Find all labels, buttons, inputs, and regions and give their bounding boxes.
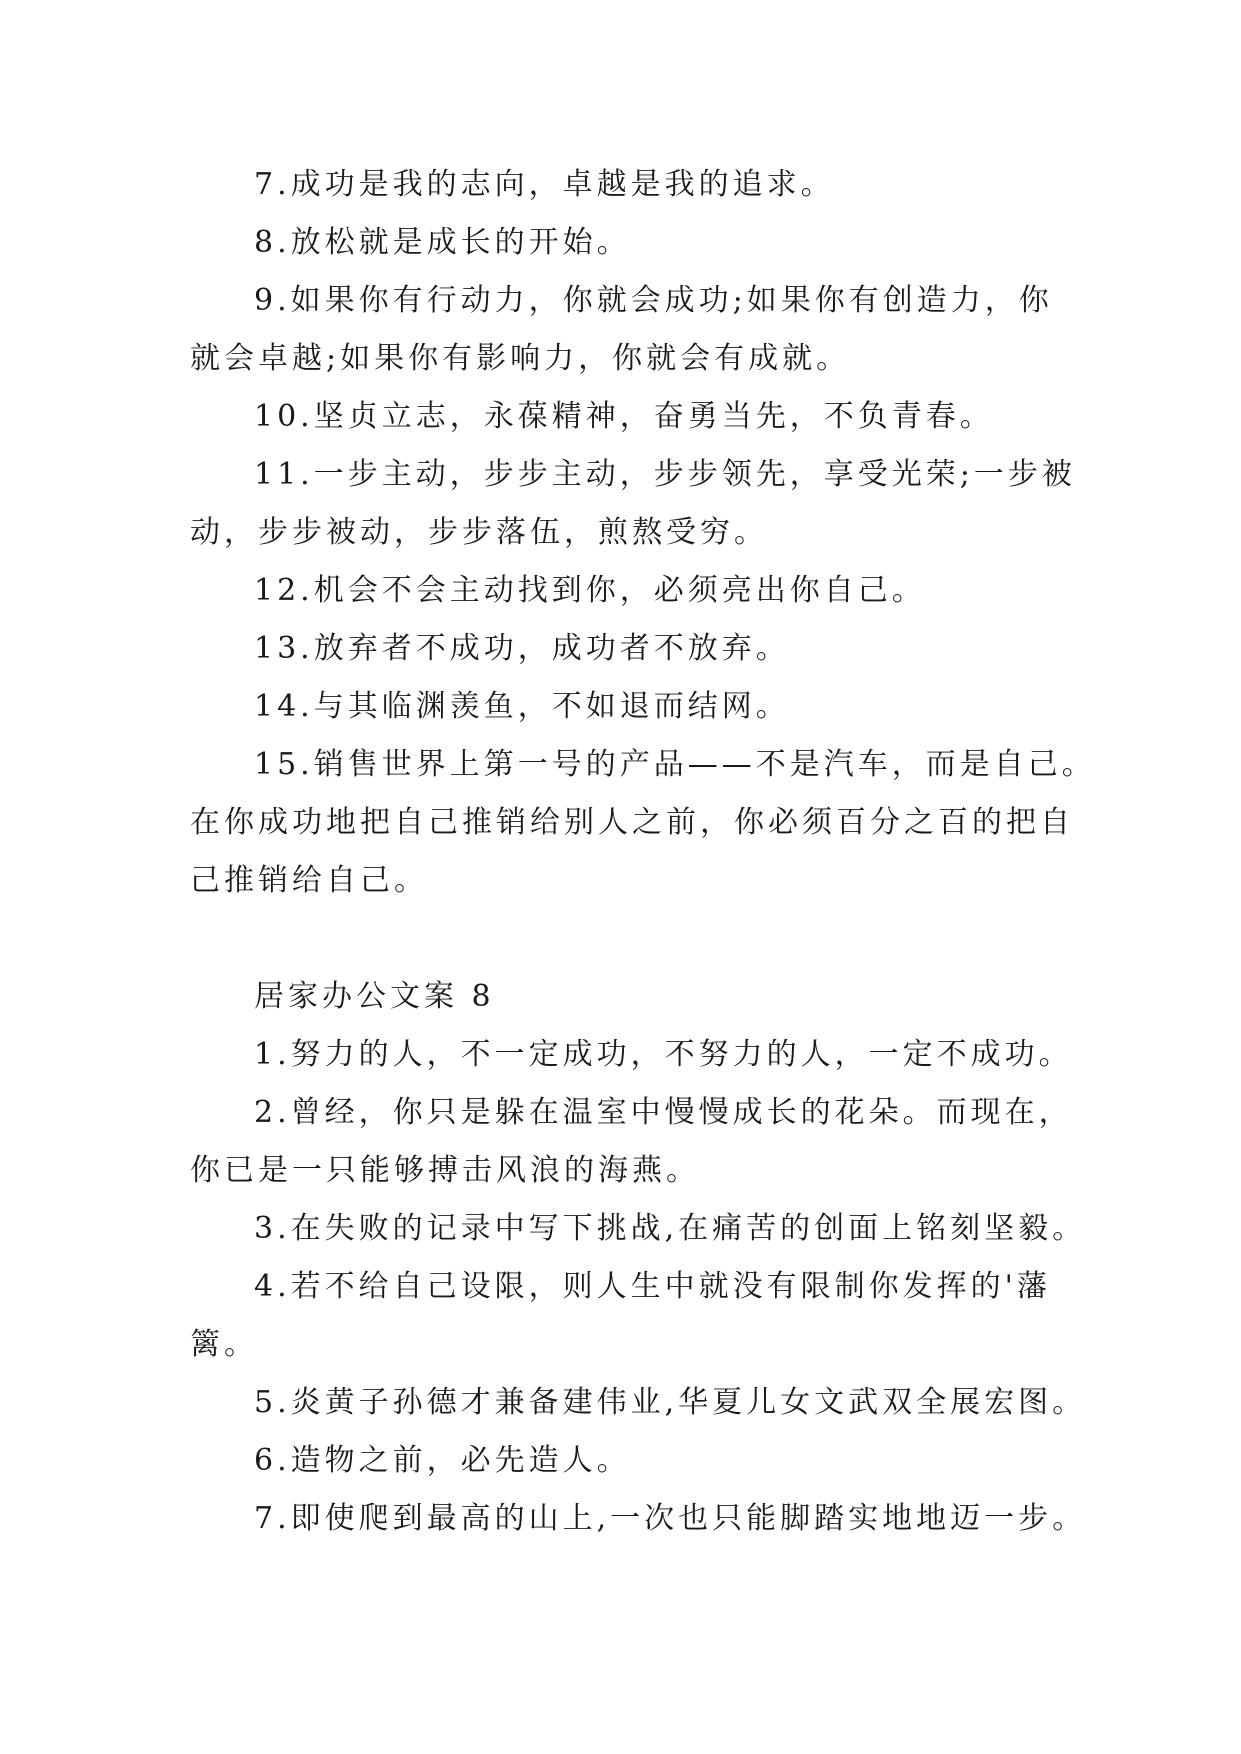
list-item: 6.造物之前，必先造人。 (254, 1443, 631, 1478)
list-item: 11.一步主动，步步主动，步步领先，享受光荣;一步被 (254, 457, 1076, 492)
list-item-continuation: 就会卓越;如果你有影响力，你就会有成就。 (190, 341, 851, 376)
section-title: 居家办公文案 8 (254, 979, 495, 1014)
list-item: 4.若不给自己设限，则人生中就没有限制你发挥的'藩 (254, 1269, 1051, 1304)
list-item: 3.在失败的记录中写下挑战,在痛苦的创面上铭刻坚毅。 (254, 1211, 1087, 1246)
list-item-continuation: 在你成功地把自己推销给别人之前，你必须百分之百的把自 (190, 805, 1074, 840)
list-item: 8.放松就是成长的开始。 (254, 225, 631, 260)
list-item: 14.与其临渊羡鱼，不如退而结网。 (254, 689, 790, 724)
list-item-continuation: 动，步步被动，步步落伍，煎熬受穷。 (190, 515, 768, 550)
list-item: 9.如果你有行动力，你就会成功;如果你有创造力，你 (254, 283, 1053, 318)
list-item: 5.炎黄子孙德才兼备建伟业,华夏儿女文武双全展宏图。 (254, 1385, 1087, 1420)
list-item-continuation: 你已是一只能够搏击风浪的海燕。 (190, 1153, 700, 1188)
list-item: 12.机会不会主动找到你，必须亮出你自己。 (254, 573, 926, 608)
list-item: 1.努力的人，不一定成功，不努力的人，一定不成功。 (254, 1037, 1073, 1072)
list-item: 7.成功是我的志向，卓越是我的追求。 (254, 167, 835, 202)
list-item: 10.坚贞立志，永葆精神，奋勇当先，不负青春。 (254, 399, 994, 434)
list-item: 2.曾经，你只是躲在温室中慢慢成长的花朵。而现在， (254, 1095, 1073, 1130)
list-item: 7.即使爬到最高的山上,一次也只能脚踏实地地迈一步。 (254, 1501, 1087, 1536)
list-item: 15.销售世界上第一号的产品——不是汽车，而是自己。 (254, 747, 1096, 782)
list-item: 13.放弃者不成功，成功者不放弃。 (254, 631, 790, 666)
list-item-continuation: 篱。 (190, 1327, 258, 1362)
list-item-continuation: 己推销给自己。 (190, 863, 428, 898)
